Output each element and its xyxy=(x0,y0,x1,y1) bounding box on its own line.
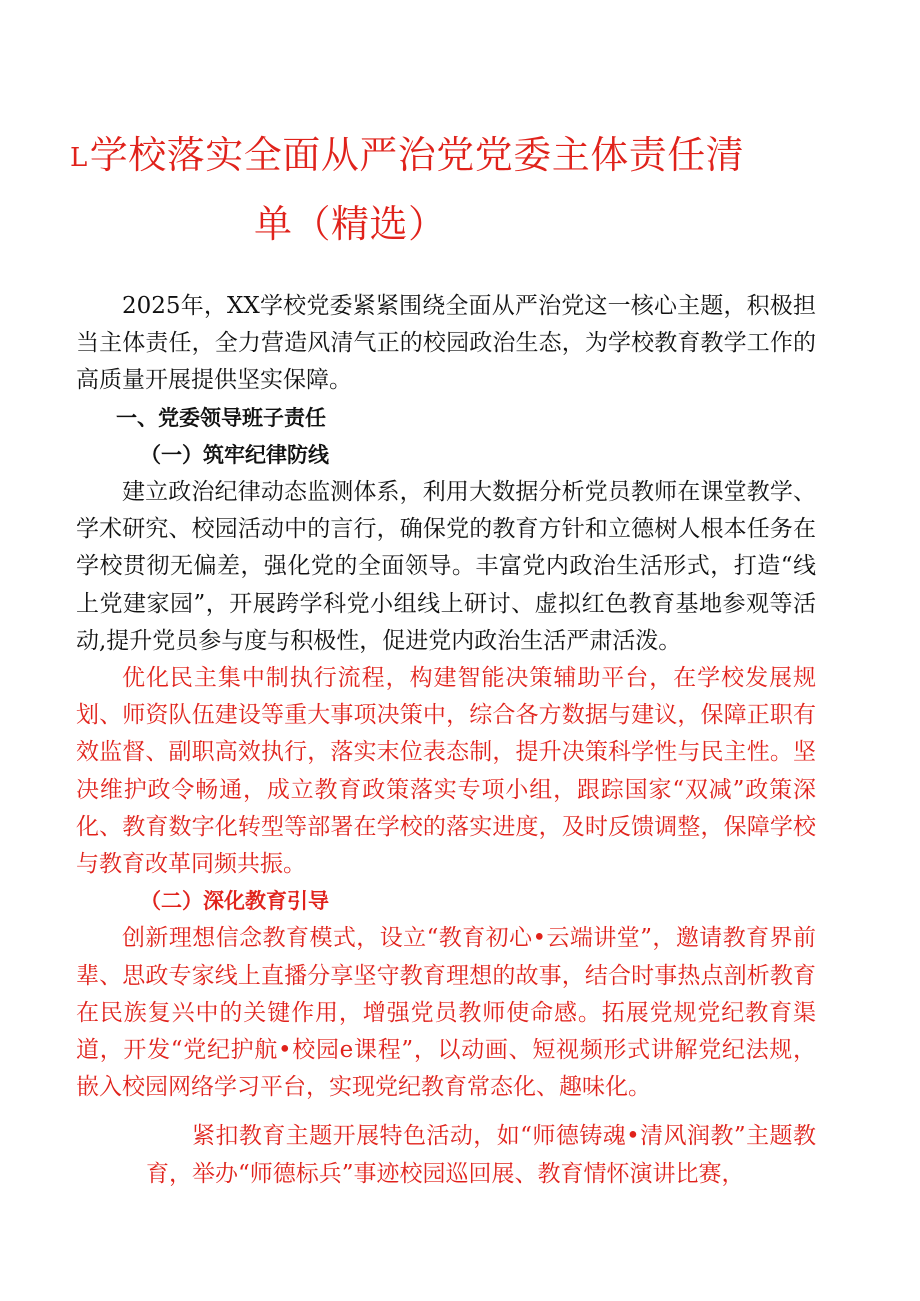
title-line-2: 单（精选） xyxy=(254,202,447,246)
title-line-1: 学校落实全面从严治党党委主体责任清 xyxy=(89,133,745,177)
section-1-heading: 一、党委领导班子责任 xyxy=(116,405,326,430)
subsection-1-paragraph-1: 建立政治纪律动态监测体系，利用大数据分析党员教师在课堂教学、学术研究、校园活动中的言行，确保党的教育方针和立德树人根本任务在学校贯彻无偏差，强化党的全面领导。丰富党内政治生活形式，打造“线上党建家园”，开展跨学科党小组线上研讨、虚拟红色教育基地参观等活动,提升党员参与度与积极性，促进党内政治生活严肃活泼。 xyxy=(76,479,816,654)
subsection-2-paragraph-2: 紧扣教育主题开展特色活动，如“师德铸魂•清风润教”主题教育，举办“师德标兵”事迹校园巡回展、教育情怀演讲比赛， xyxy=(146,1123,816,1187)
subsection-2-paragraph-1: 创新理想信念教育模式，设立“教育初心•云端讲堂”，邀请教育界前辈、思政专家线上直播分享坚守教育理想的故事，结合时事热点剖析教育在民族复兴中的关键作用，增强党员教师使命感。拓展党规党纪教育渠道，开发“党纪护航•校园e课程”，以动画、短视频形式讲解党纪法规，嵌入校园网络学习平台，实现党纪教育常态化、趣味化。 xyxy=(76,925,816,1101)
subsection-1-heading: （一）筑牢纪律防线 xyxy=(140,442,329,467)
document-title xyxy=(70,122,860,257)
document-body xyxy=(76,288,816,1193)
title-mark: L xyxy=(70,143,88,173)
subsection-1-paragraph-2: 优化民主集中制执行流程，构建智能决策辅助平台，在学校发展规划、师资队伍建设等重大事项决策中，综合各方数据与建议，保障正职有效监督、副职高效执行，落实末位表态制，提升决策科学性与民主性。坚决维护政令畅通，成立教育政策落实专项小组，跟踪国家“双减”政策深化、教育数字化转型等部署在学校的落实进度，及时反馈调整，保障学校与教育改革同频共振。 xyxy=(76,665,816,878)
paragraph-gap xyxy=(76,1106,816,1118)
intro-paragraph: 2025年，XX学校党委紧紧围绕全面从严治党这一核心主题，积极担当主体责任，全力营造风清气正的校园政治生态，为学校教育教学工作的高质量开展提供坚实保障。 xyxy=(76,293,816,394)
subsection-2-heading: （二）深化教育引导 xyxy=(140,889,329,914)
